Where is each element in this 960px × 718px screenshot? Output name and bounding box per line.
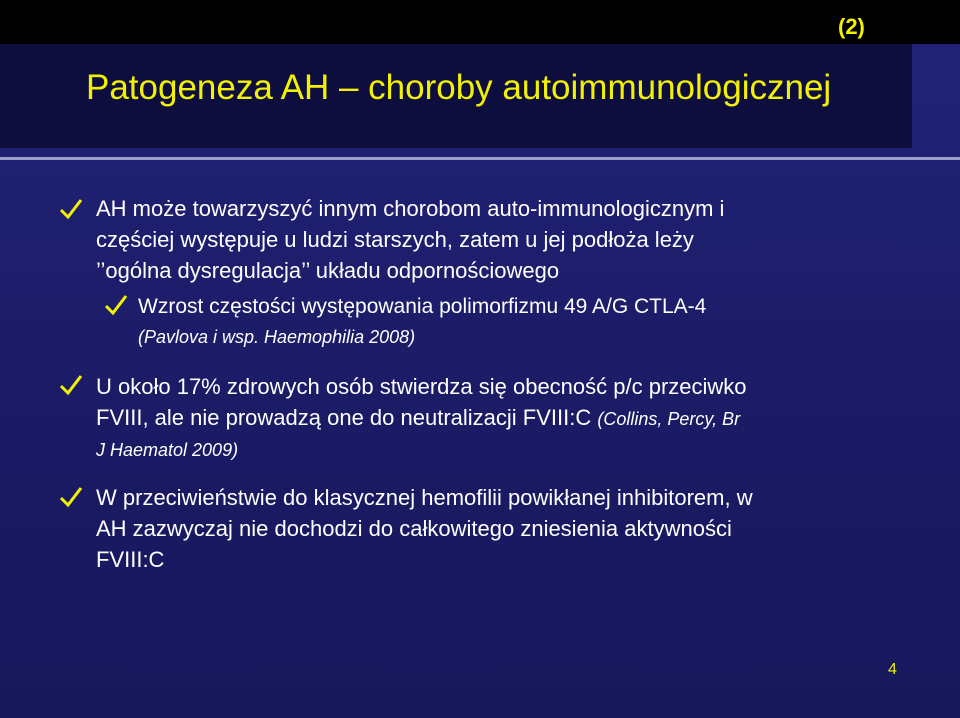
checkmark-icon [58,372,84,398]
bullet-3 [96,482,753,575]
bullet-3-line-3: FVIII:C [96,547,165,572]
bullet-2-citation-next: J Haematol 2009) [96,440,239,460]
slide-title: Patogeneza AH – choroby autoimmunologicznej [86,68,832,107]
bullet-1-line-3: ’’ogólna dysregulacja’’ układu odpornościowego [96,258,560,283]
bullet-1 [96,193,724,286]
page-number: 4 [888,661,897,678]
slide-number-label: (2) [838,14,865,39]
sub-bullet-citation: (Pavlova i wsp. Haemophilia 2008) [138,327,416,347]
sub-bullet [138,291,706,353]
bullet-2-line-2-text: FVIII, ale nie prowadzą one do neutralizacji FVIII:C [96,405,592,430]
bullet-1-line-2: częściej występuje u ludzi starszych, zatem u jej podłoża leży [96,227,694,252]
bullet-2-line-2 [96,402,747,435]
bullet-3-line-2: AH zazwyczaj nie dochodzi do całkowitego zniesienia aktywności [96,516,732,541]
checkmark-icon [103,292,129,318]
bullet-2-line-1: U około 17% zdrowych osób stwierdza się obecność p/c przeciwko [96,374,747,399]
bullet-3-line-1: W przeciwieństwie do klasycznej hemofilii powikłanej inhibitorem, w [96,485,753,510]
sub-bullet-line: Wzrost częstości występowania polimorfizmu 49 A/G CTLA-4 [138,295,707,318]
checkmark-icon [58,484,84,510]
bullet-2-citation-inline: (Collins, Percy, Br [597,409,741,429]
checkmark-icon [58,196,84,222]
bullet-1-line-1: AH może towarzyszyć innym chorobom auto-immunologicznym i [96,196,725,221]
bullet-2 [96,371,747,466]
